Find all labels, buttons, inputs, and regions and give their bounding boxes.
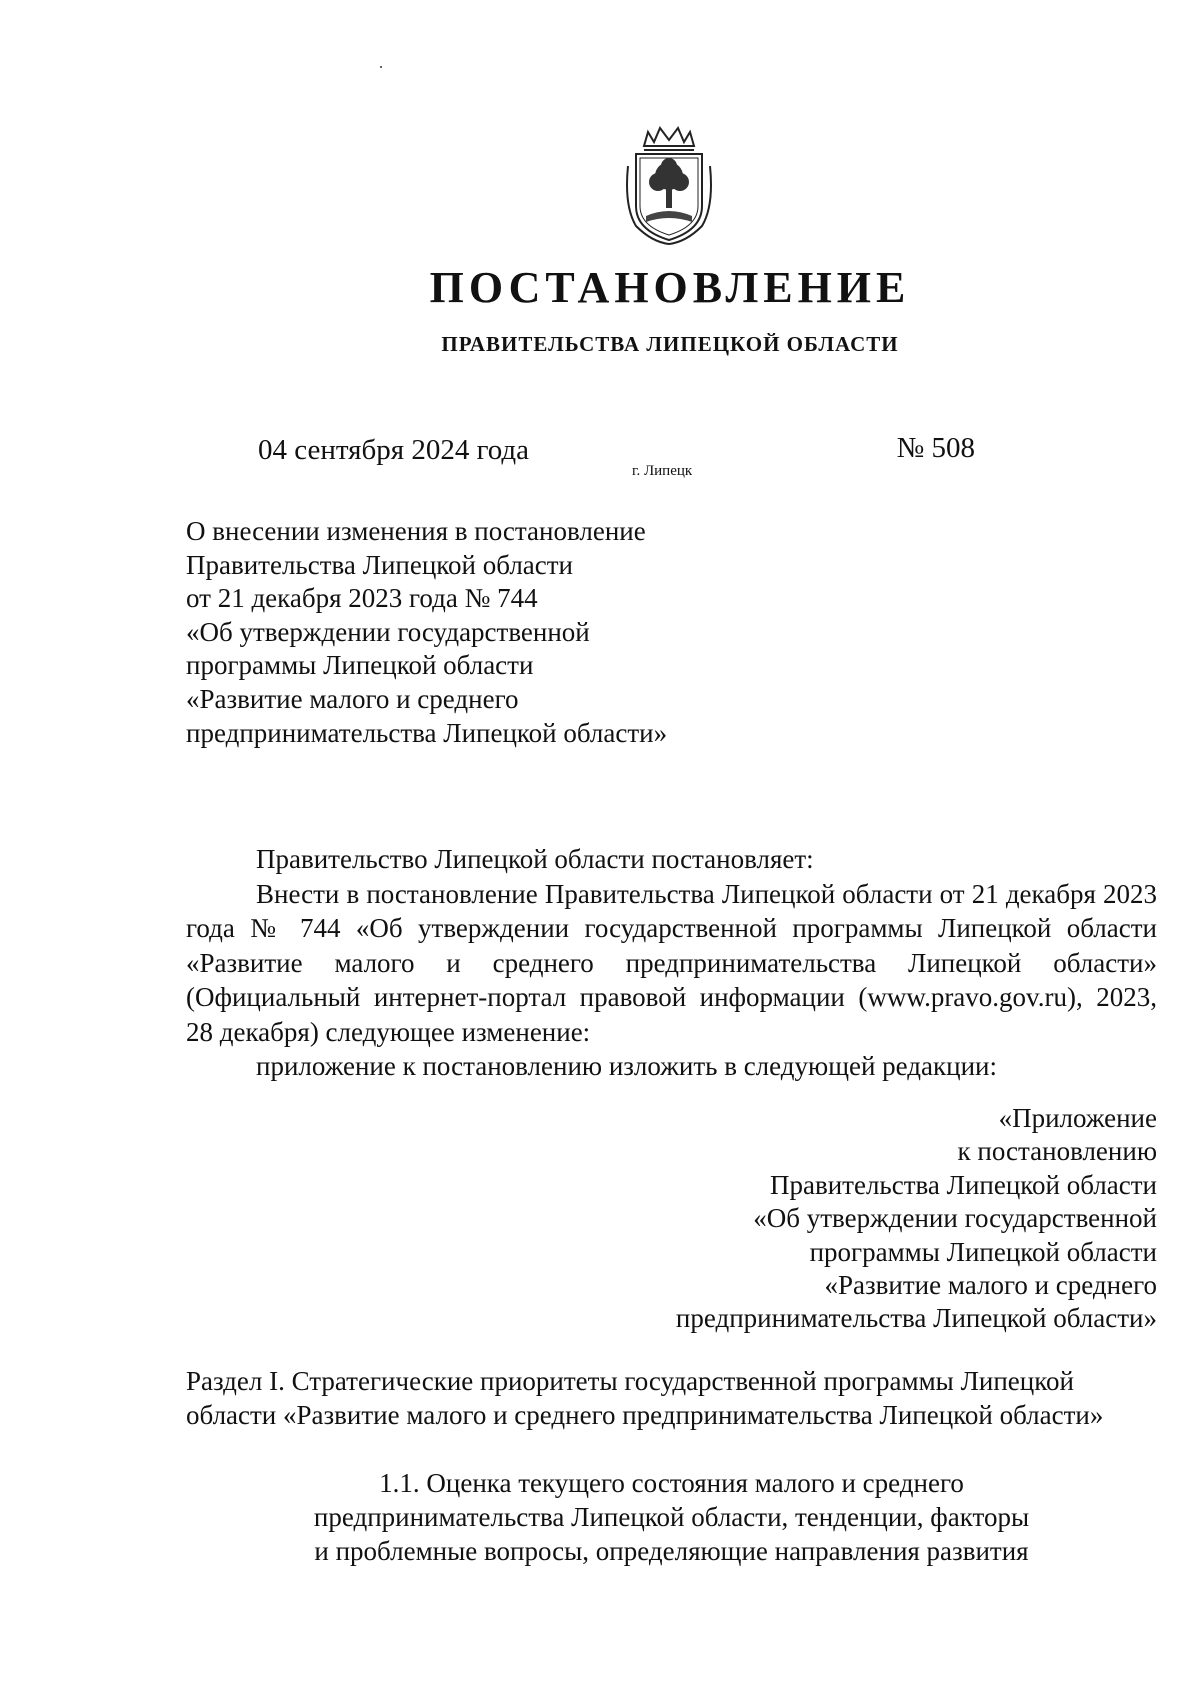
document-date: 04 сентября 2024 года [258, 434, 530, 466]
subject-line: программы Липецкой области [186, 650, 534, 681]
appendix-line: к постановлению [957, 1136, 1157, 1167]
subject-line: предпринимательства Липецкой области» [186, 717, 668, 748]
resolution-preamble: Правительство Липецкой области постановляет: [256, 844, 814, 874]
subject-line: О внесении изменения в постановление [186, 516, 646, 546]
appendix-line: программы Липецкой области [809, 1236, 1157, 1267]
subsection-line: и проблемные вопросы, определяющие направления развития [314, 1536, 1029, 1566]
coat-of-arms-icon [622, 126, 716, 246]
document-title: ПОСТАНОВЛЕНИЕ [429, 263, 911, 312]
subsection-line: предпринимательства Липецкой области, тенденции, факторы [313, 1502, 1030, 1532]
subject-line: «Развитие малого и среднего [186, 683, 519, 714]
scan-speck [380, 66, 382, 68]
subject-line: Правительства Липецкой области [186, 549, 574, 580]
document-issuer: ПРАВИТЕЛЬСТВА ЛИПЕЦКОЙ ОБЛАСТИ [441, 332, 899, 356]
document-subject [186, 515, 667, 750]
resolution-paragraph: приложение к постановлению изложить в следующей редакции: [256, 1051, 997, 1081]
resolution-body [186, 842, 1157, 1084]
appendix-line: Правительства Липецкой области [769, 1169, 1157, 1200]
subject-line: от 21 декабря 2023 года № 744 [186, 583, 538, 614]
document-city: г. Липецк [632, 463, 693, 479]
subject-line: «Об утверждении государственной [186, 616, 590, 647]
document-number: № 508 [896, 432, 975, 464]
appendix-line: «Развитие малого и среднего [824, 1270, 1157, 1301]
resolution-paragraph: Внести в постановление Правительства Липецкой области от 21 декабря 2023 года № 744 «Об утверждении государственной программы Липецкой области «Развитие малого и среднего предпринимательства Липецкой области» (Официальный интернет-портал правовой информации (www.pravo.gov.ru), 2023, 28 декабря) следующее изменение: [186, 878, 1157, 1047]
appendix-header [676, 1102, 1157, 1336]
subsection-line: 1.1. Оценка текущего состояния малого и среднего [379, 1468, 964, 1498]
appendix-line: «Приложение [998, 1103, 1157, 1133]
appendix-line: предпринимательства Липецкой области» [675, 1303, 1157, 1334]
section-heading: Раздел I. Стратегические приоритеты государственной программы Липецкой области «Развитие малого и среднего предпринимательства Липецкой области» [186, 1366, 1104, 1430]
appendix-line: «Об утверждении государственной [753, 1203, 1157, 1234]
subsection-heading [186, 1466, 1157, 1568]
